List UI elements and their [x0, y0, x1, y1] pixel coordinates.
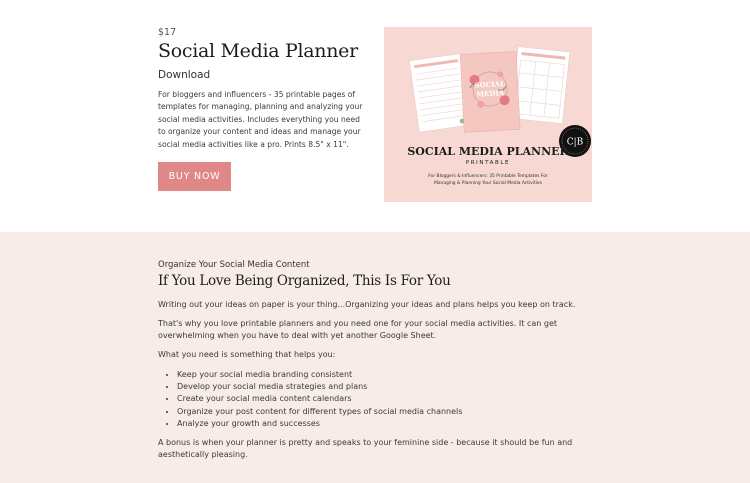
- image-tagline-2: Managing & Planning Your Social Media Activities: [434, 181, 542, 186]
- product-description: For bloggers and influencers - 35 printable pages of templates for managing, planning and analyzing your social media activities. Includes everything you need to organize your content and ideas and manage your social media activities like a pro. Prints 8.5" x 11".: [158, 90, 363, 149]
- logo-text: C|B: [566, 137, 584, 148]
- paragraph-2: That's why you love printable planners and you need one for your social media activities. It can get overwhelming when you have to deal with yet another Google Sheet.: [158, 319, 558, 341]
- image-tagline-1: For Bloggers & Influencers: 35 Printable Templates For: [428, 174, 548, 179]
- center-sheet: [460, 51, 520, 132]
- list-item: • Organize your post content for different types of social media channels: [177, 406, 577, 418]
- product-title: Social Media Planner: [158, 40, 358, 62]
- center-sheet-title-1: SOCIAL: [474, 79, 506, 90]
- section-heading: If You Love Being Organized, This Is For You: [158, 273, 451, 289]
- list-item: • Analyze your growth and successes: [177, 418, 577, 430]
- buy-now-button[interactable]: BUY NOW: [158, 162, 231, 191]
- product-price: $17: [158, 27, 177, 38]
- benefits-list: [177, 369, 577, 430]
- paragraph-4: A bonus is when your planner is pretty and speaks to your feminine side - because it should be fun and aesthetically pleasing.: [158, 438, 573, 460]
- list-item: • Keep your social media branding consistent: [177, 369, 577, 381]
- product-type: Download: [158, 69, 211, 81]
- image-subheading: PRINTABLE: [465, 160, 511, 166]
- product-section: [0, 0, 750, 232]
- planner-mockup-graphic: [384, 27, 592, 202]
- center-sheet-title-2: MEDIA: [476, 88, 505, 99]
- list-item: • Develop your social media strategies and plans: [177, 381, 577, 393]
- details-section: [0, 232, 750, 483]
- paragraph-3: What you need is something that helps you:: [158, 350, 336, 359]
- paragraph-1: Writing out your ideas on paper is your thing...Organizing your ideas and plans helps you keep on track.: [158, 300, 576, 309]
- list-item: • Create your social media content calendars: [177, 393, 577, 405]
- product-image[interactable]: [384, 27, 592, 202]
- image-heading: SOCIAL MEDIA PLANNER: [407, 145, 569, 158]
- section-kicker: Organize Your Social Media Content: [158, 260, 310, 270]
